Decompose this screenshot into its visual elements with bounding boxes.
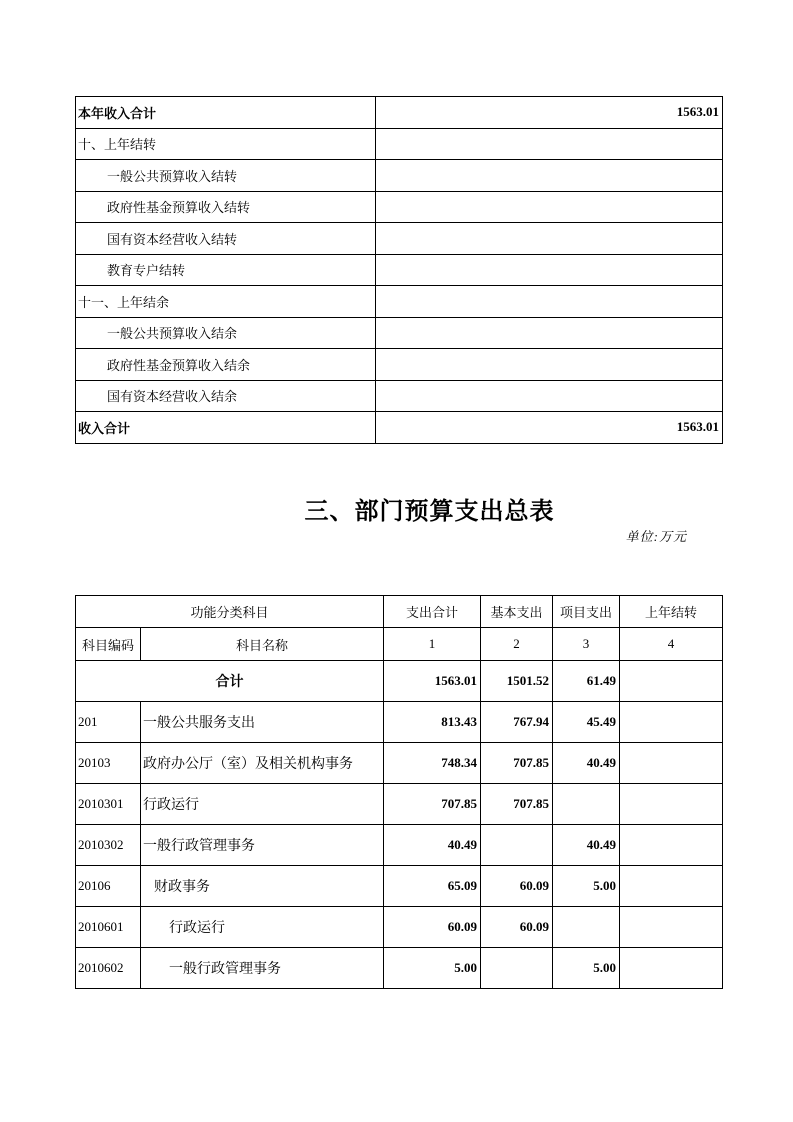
project-expenditure-value: 5.00: [553, 866, 620, 907]
subject-code: 2010301: [76, 784, 141, 825]
income-row-value: [376, 223, 723, 255]
unit-label: 单位:万元: [625, 529, 687, 544]
table-row: [76, 825, 723, 866]
expenditure-total-value: 60.09: [384, 907, 481, 948]
income-row-label: 十、上年结转: [76, 128, 376, 160]
table-header-row: [76, 596, 723, 628]
total-carryover-value: [620, 661, 723, 702]
expenditure-total-value: 5.00: [384, 948, 481, 989]
header-col-number: 2: [481, 628, 553, 661]
header-col-number: 1: [384, 628, 481, 661]
income-row-label: 国有资本经营收入结余: [76, 380, 376, 412]
income-row-value: 1563.01: [376, 412, 723, 444]
carryover-value: [620, 825, 723, 866]
basic-expenditure-value: [481, 948, 553, 989]
income-row-value: [376, 349, 723, 381]
header-carryover: 上年结转: [620, 596, 723, 628]
income-row-label: 一般公共预算收入结余: [76, 317, 376, 349]
table-row: [76, 128, 723, 160]
table-row: [76, 223, 723, 255]
subject-name: 行政运行: [141, 784, 384, 825]
basic-expenditure-value: 60.09: [481, 866, 553, 907]
table-header-row: [76, 628, 723, 661]
table-row: [76, 380, 723, 412]
total-row-label: 合计: [76, 661, 384, 702]
project-expenditure-value: [553, 907, 620, 948]
table-row: [76, 254, 723, 286]
income-summary-table: [75, 96, 723, 444]
income-row-label: 十一、上年结余: [76, 286, 376, 318]
total-expenditure-value: 1563.01: [384, 661, 481, 702]
subject-name: 一般行政管理事务: [141, 948, 384, 989]
subject-code: 20103: [76, 743, 141, 784]
project-expenditure-value: 45.49: [553, 702, 620, 743]
expenditure-total-value: 40.49: [384, 825, 481, 866]
basic-expenditure-value: 707.85: [481, 784, 553, 825]
expenditure-total-value: 748.34: [384, 743, 481, 784]
table-row: [76, 948, 723, 989]
total-project-value: 61.49: [553, 661, 620, 702]
table-row: [76, 412, 723, 444]
basic-expenditure-value: 707.85: [481, 743, 553, 784]
table-row: [76, 191, 723, 223]
carryover-value: [620, 784, 723, 825]
basic-expenditure-value: [481, 825, 553, 866]
table-row: [76, 866, 723, 907]
table-row: [76, 784, 723, 825]
income-row-value: [376, 317, 723, 349]
header-expenditure-total: 支出合计: [384, 596, 481, 628]
income-row-label: 一般公共预算收入结转: [76, 160, 376, 192]
table-row: [76, 160, 723, 192]
header-col-number: 3: [553, 628, 620, 661]
income-row-label: 政府性基金预算收入结转: [76, 191, 376, 223]
subject-name: 政府办公厅（室）及相关机构事务: [141, 743, 384, 784]
subject-name: 一般行政管理事务: [141, 825, 384, 866]
income-row-label: 收入合计: [76, 412, 376, 444]
expenditure-total-value: 65.09: [384, 866, 481, 907]
table-row: [76, 286, 723, 318]
income-row-value: [376, 286, 723, 318]
income-row-value: [376, 128, 723, 160]
subject-code: 2010302: [76, 825, 141, 866]
carryover-value: [620, 866, 723, 907]
project-expenditure-value: 40.49: [553, 743, 620, 784]
header-subject-code: 科目编码: [76, 628, 141, 661]
table-row: [76, 743, 723, 784]
income-row-value: [376, 254, 723, 286]
income-row-value: [376, 380, 723, 412]
income-row-label: 国有资本经营收入结转: [76, 223, 376, 255]
table-row: [76, 349, 723, 381]
header-subject-name: 科目名称: [141, 628, 384, 661]
carryover-value: [620, 743, 723, 784]
header-col-number: 4: [620, 628, 723, 661]
carryover-value: [620, 702, 723, 743]
subject-code: 2010602: [76, 948, 141, 989]
section-title: 三、部门预算支出总表: [304, 498, 555, 525]
total-row: [76, 661, 723, 702]
table-row: [76, 97, 723, 129]
carryover-value: [620, 948, 723, 989]
header-basic-expenditure: 基本支出: [481, 596, 553, 628]
basic-expenditure-value: 767.94: [481, 702, 553, 743]
income-row-label: 教育专户结转: [76, 254, 376, 286]
header-project-expenditure: 项目支出: [553, 596, 620, 628]
subject-name: 行政运行: [141, 907, 384, 948]
income-row-value: [376, 160, 723, 192]
expenditure-table: [75, 595, 723, 989]
total-basic-value: 1501.52: [481, 661, 553, 702]
table-row: [76, 702, 723, 743]
table-row: [76, 907, 723, 948]
project-expenditure-value: 40.49: [553, 825, 620, 866]
subject-code: 20106: [76, 866, 141, 907]
basic-expenditure-value: 60.09: [481, 907, 553, 948]
subject-code: 2010601: [76, 907, 141, 948]
income-row-value: [376, 191, 723, 223]
expenditure-total-value: 707.85: [384, 784, 481, 825]
carryover-value: [620, 907, 723, 948]
income-row-label: 本年收入合计: [76, 97, 376, 129]
income-row-value: 1563.01: [376, 97, 723, 129]
subject-name: 一般公共服务支出: [141, 702, 384, 743]
subject-code: 201: [76, 702, 141, 743]
income-row-label: 政府性基金预算收入结余: [76, 349, 376, 381]
project-expenditure-value: 5.00: [553, 948, 620, 989]
header-function-category: 功能分类科目: [76, 596, 384, 628]
project-expenditure-value: [553, 784, 620, 825]
expenditure-total-value: 813.43: [384, 702, 481, 743]
table-row: [76, 317, 723, 349]
subject-name: 财政事务: [141, 866, 384, 907]
